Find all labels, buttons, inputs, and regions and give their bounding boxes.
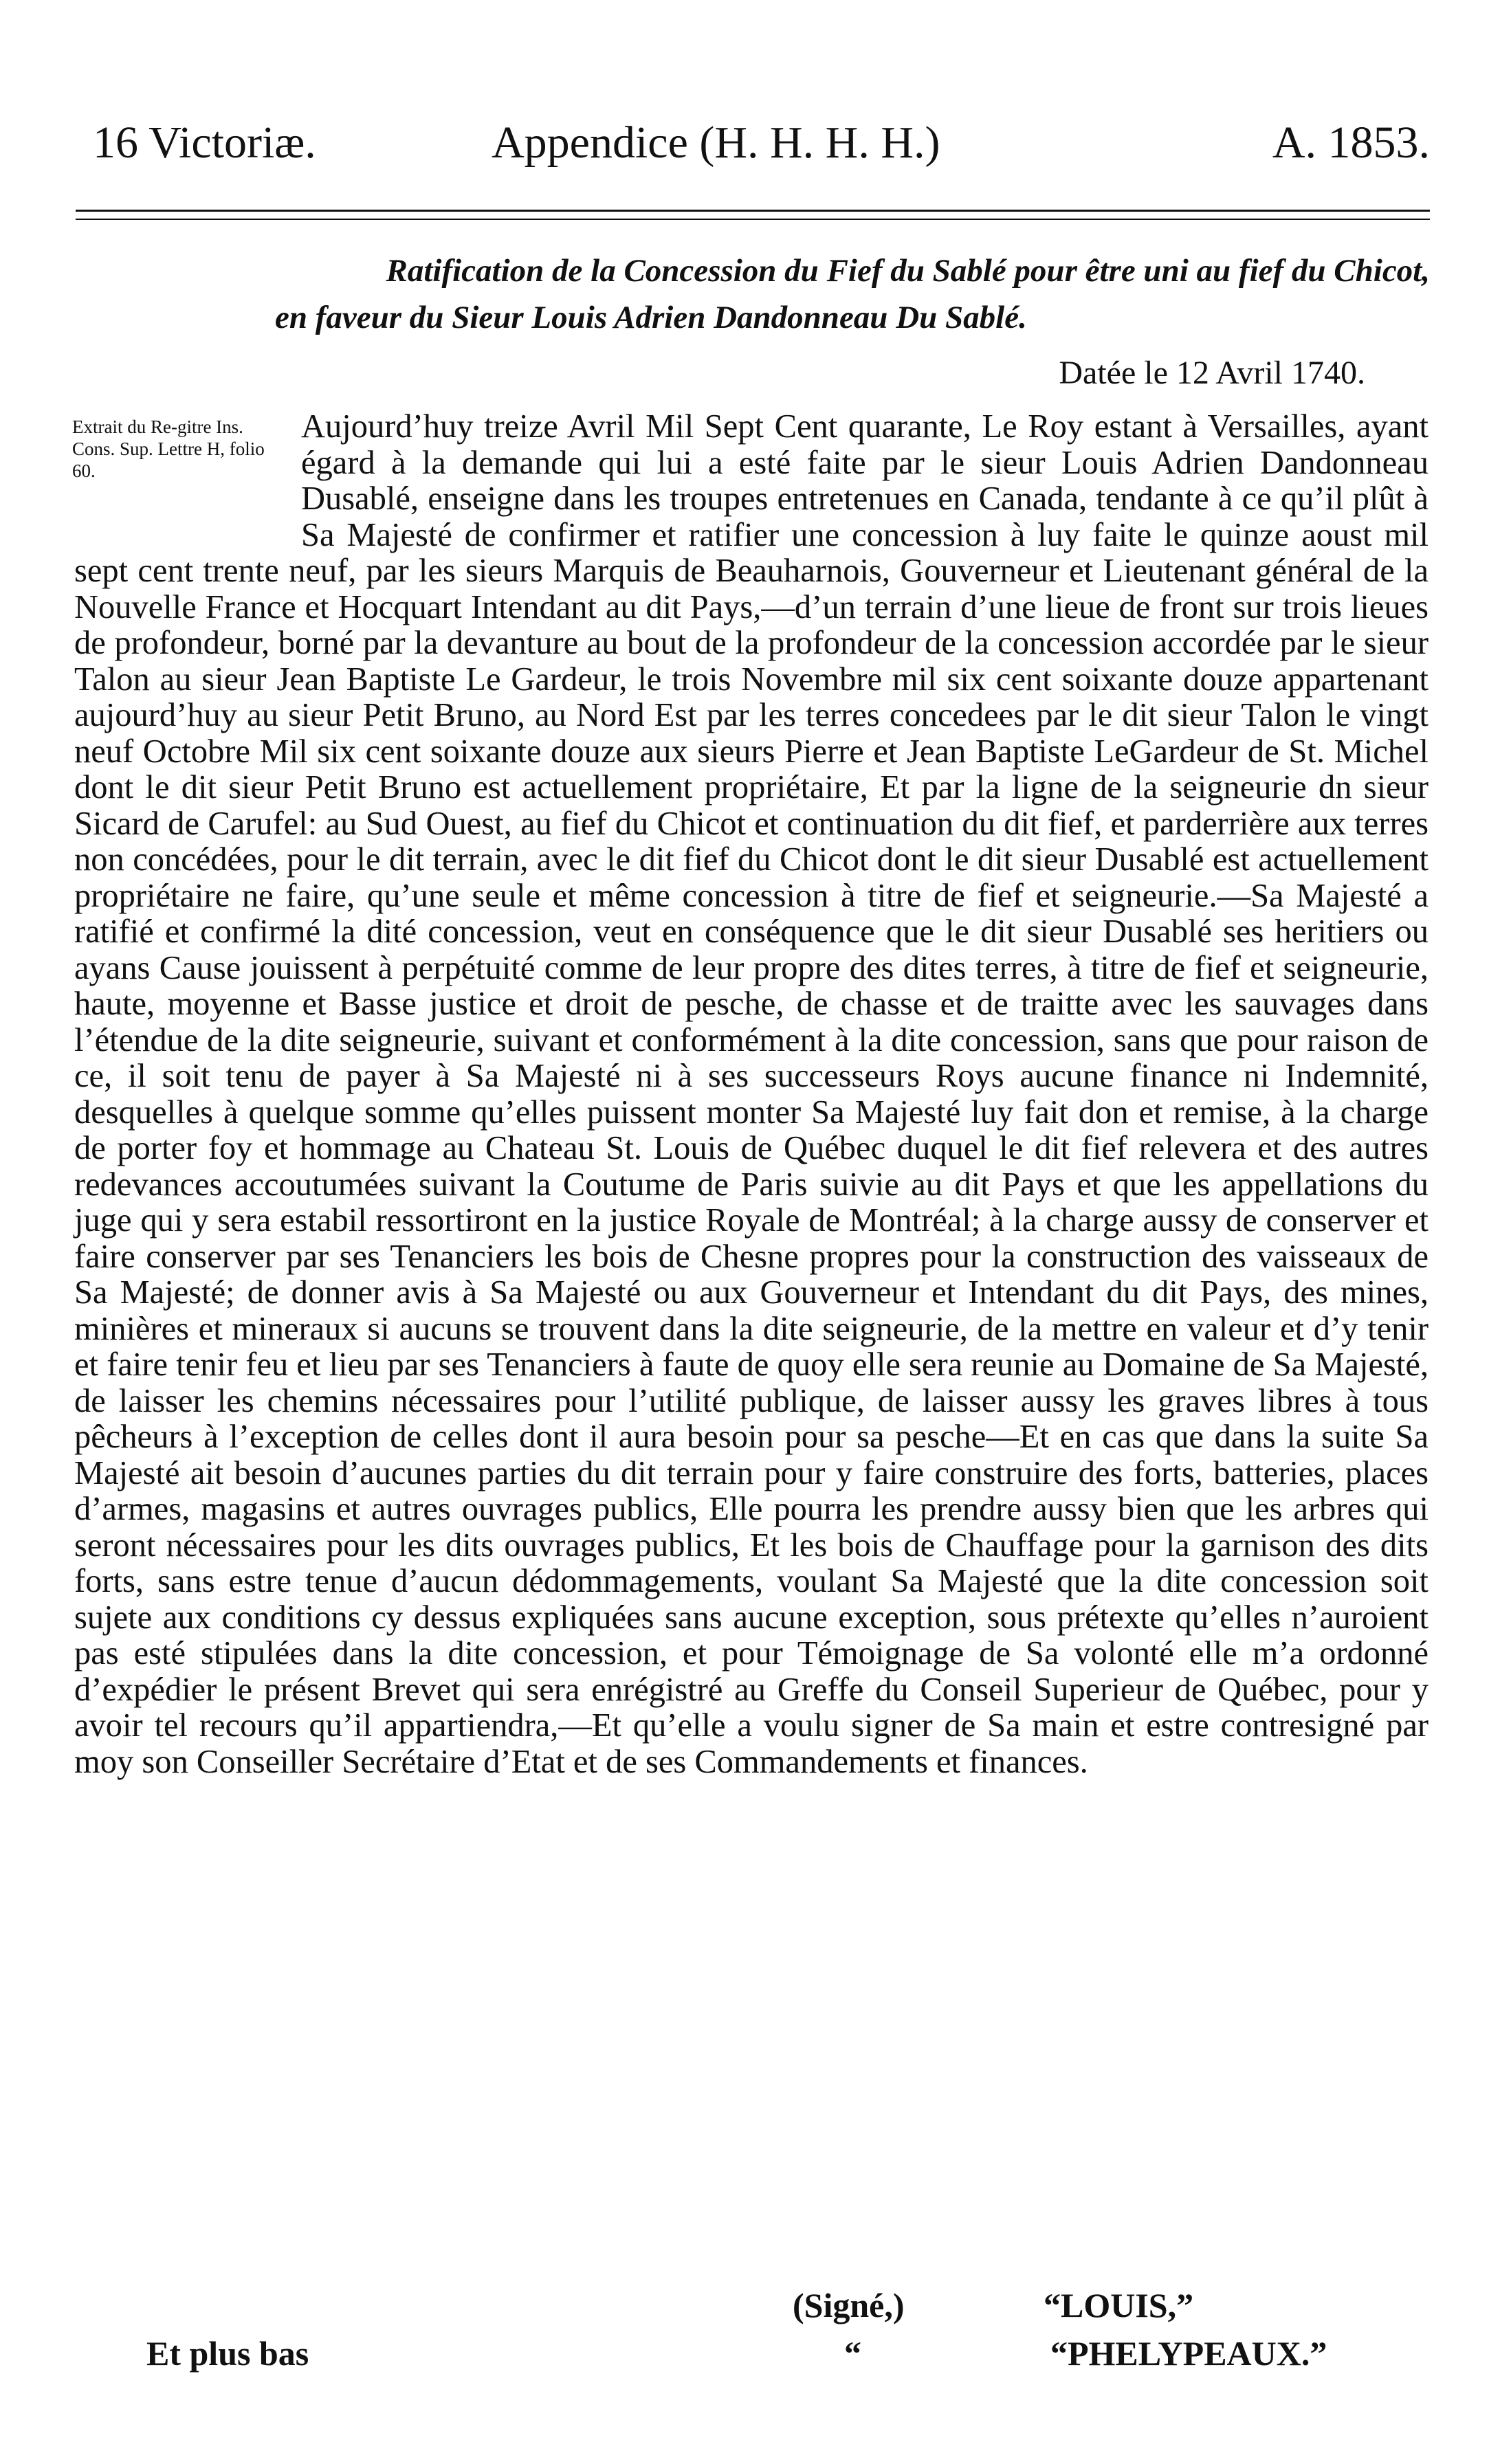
page-header (93, 117, 1430, 172)
title-line-2: en faveur du Sieur Louis Adrien Dandonneau Du Sablé. (275, 300, 1027, 335)
signature-phelypeaux: “PHELYPEAUX.” (1050, 2334, 1327, 2373)
ditto-mark: “ (844, 2334, 861, 2373)
title-line-1: Ratification de la Concession du Fief du Sablé pour être uni au fief du Chicot, (386, 253, 1430, 289)
body-text (74, 409, 1429, 1780)
margin-note-spacer (74, 409, 301, 553)
header-rule-bottom (76, 219, 1430, 220)
signature-louis: “LOUIS,” (1044, 2286, 1194, 2324)
plus-bas-label: Et plus bas (146, 2334, 309, 2373)
document-date: Datée le 12 Avril 1740. (1059, 355, 1365, 391)
document-title (89, 247, 1430, 341)
header-rule-top (76, 210, 1430, 212)
body-paragraph: Aujourd’huy treize Avril Mil Sept Cent quarante, Le Roy estant à Versailles, ayant égard à la demande qui lui a esté faite par le sieur Louis Adrien Dandonneau Dusablé, enseigne dans les troupes entretenues en Canada, tendante à ce qu’il plût à Sa Majesté de confirmer et ratifier une concession à luy faite le quinze aoust mil sept cent trente neuf, par les sieurs Marquis de Beauharnois, Gouverneur et Lieutenant général de la Nouvelle France et Hocquart Intendant au dit Pays,—d’un terrain d’une lieue de front sur trois lieues de profondeur, borné par la devanture au bout de la profondeur de la concession accordée par le sieur Talon au sieur Jean Baptiste Le Gardeur, le trois Novembre mil six cent soixante douze appartenant aujourd’huy au sieur Petit Bruno, au Nord Est par les terres concedees par le dit sieur Talon le vingt neuf Octobre Mil six cent soixante douze aux sieurs Pierre et Jean Baptiste LeGardeur de St. Michel dont le dit sieur Petit Bruno est actuellement propriétaire, Et par la ligne de la seigneurie dn sieur Sicard de Carufel: au Sud Ouest, au fief du Chicot et continuation du dit fief, et parderrière aux terres non concédées, pour le dit terrain, avec le dit fief du Chicot dont le dit sieur Dusablé est actuellement propriétaire ne faire, qu’une seule et même concession à titre de fief et seigneurie.—Sa Majesté a ratifié et confirmé la dité concession, veut en conséquence que le dit sieur Dusablé ses heritiers ou ayans Cause jouissent à perpétuité comme de leur propre des dites terres, à titre de fief et seigneurie, haute, moyenne et Basse justice et droit de pesche, de chasse et de traitte avec les sauvages dans l’étendue de la dite seigneurie, suivant et conformément à la dite concession, sans que pour raison de ce, il soit tenu de payer à Sa Majesté ni à ses successeurs Roys aucune finance ni Indemnité, desquelles à quelque somme qu’elles puissent monter Sa Majesté luy fait don et remise, à la charge de porter foy et hommage au Chateau St. Louis de Québec duquel le dit fief relevera et des autres redevances accoutumées suivant la Coutume de Paris suivie au dit Pays et que les appellations du juge qui y sera estabil ressortiront en la justice Royale de Montréal; à la charge aussy de conserver et faire conserver par ses Tenanciers les bois de Chesne propres pour la construction des vaisseaux de Sa Majesté; de donner avis à Sa Majesté ou aux Gouverneur et Intendant du dit Pays, des mines, minières et mineraux si aucuns se trouvent dans la dite seigneurie, de la mettre en valeur et d’y tenir et faire tenir feu et lieu par ses Tenanciers à faute de quoy elle sera reunie au Domaine de Sa Majesté, de laisser les chemins nécessaires pour l’utilité publique, de laisser aussy les graves libres à tous pêcheurs à l’exception de celles dont il aura besoin pour sa pesche—Et en cas que dans la suite Sa Majesté ait besoin d’aucunes parties du dit terrain pour y faire construire des forts, batteries, places d’armes, magasins et autres ouvrages publics, Elle pourra les prendre aussy bien que les arbres qui seront nécessaires pour les dits ouvrages publics, Et les bois de Chauffage pour la garnison des dits forts, sans estre tenue d’aucun dédommagements, voulant Sa Majesté que la dite concession soit sujete aux conditions cy dessus expliquées sans aucune exception, sous prétexte qu’elles n’auroient pas esté stipulées dans la dite concession, et pour Témoignage de Sa volonté elle m’a ordonné d’expédier le présent Brevet qui sera enrégistré au Greffe du Conseil Superieur de Québec, pour y avoir tel recours qu’il appartiendra,—Et qu’elle a voulu signer de Sa main et estre contresigné par moy son Conseiller Secrétaire d’Etat et de ses Commandements et finances. (74, 408, 1429, 1780)
header-regnal-year: 16 Victoriæ. (93, 118, 316, 168)
signed-label: (Signé,) (793, 2286, 905, 2324)
margin-note: Extrait du Re-gitre Ins. Cons. Sup. Lettre H, folio 60. (72, 417, 265, 481)
header-appendix: Appendice (H. H. H. H.) (492, 118, 940, 168)
header-year: A. 1853. (1272, 118, 1430, 168)
